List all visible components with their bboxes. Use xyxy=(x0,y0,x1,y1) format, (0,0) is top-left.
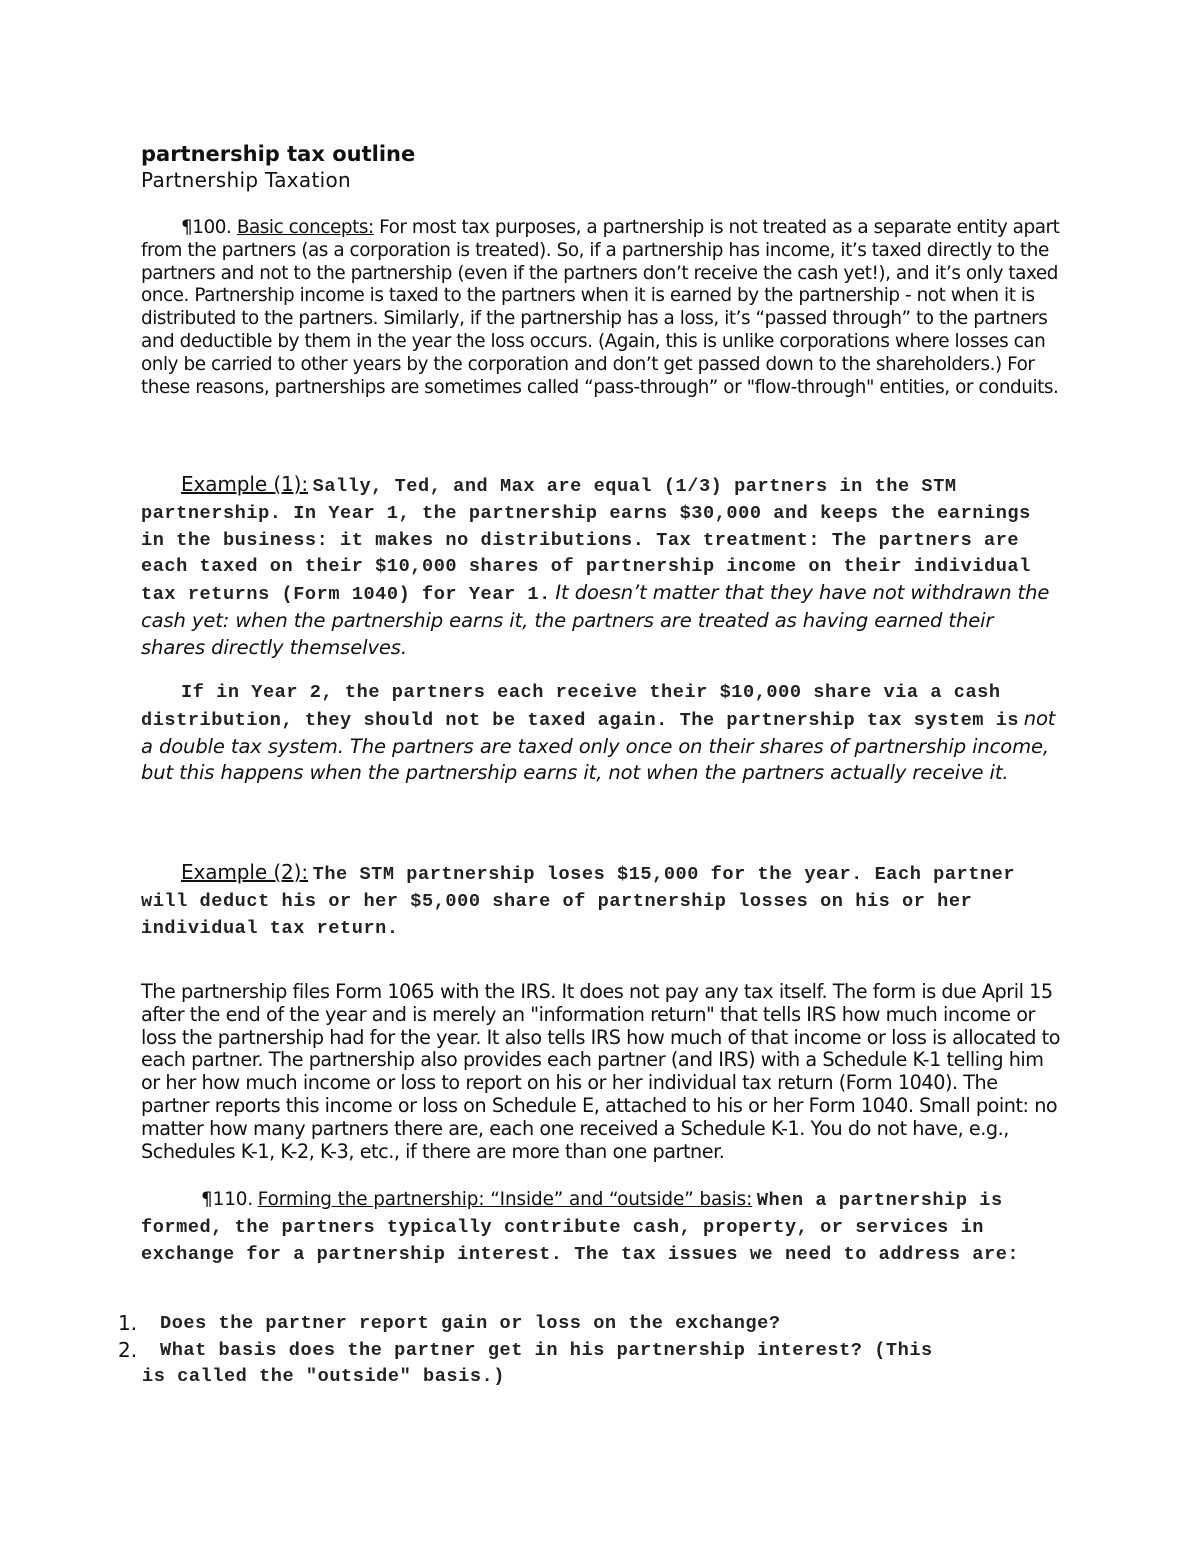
paragraph-100 xyxy=(141,217,1061,399)
example-label: Example (2): xyxy=(181,860,308,884)
list-item xyxy=(118,1311,1058,1337)
paragraph-body: When a partnership is formed, the partners typically contribute cash, property, or services in exchange for a partnership interest. The tax issues we need to address are: xyxy=(141,1190,1020,1265)
document-title: partnership tax outline xyxy=(141,142,416,166)
section-heading: Basic concepts: xyxy=(236,217,374,238)
paragraph-110 xyxy=(141,1187,1061,1267)
example-emphasis: not a double tax system. The partners are taxed only once on their shares of partnership income, but this happens when the partnership earns it, not when the partners actually receive it. xyxy=(141,706,1056,785)
example-text: Sally, Ted, and Max are equal (1/3) partners in the STM partnership. In Year 1, the partnership earns $30,000 and keeps the earnings in the business: it makes no distributions. Tax treatment: The partners are each taxed on their $10,000 shares of partnership income on their individual tax returns (Form 1040) for Year 1. xyxy=(141,476,1031,606)
example-text: The STM partnership loses $15,000 for the year. Each partner will deduct his or her $5,000 share of partnership losses on his or her individual tax return. xyxy=(141,864,1016,939)
list-text: Does the partner report gain or loss on the exchange? xyxy=(160,1313,781,1334)
paragraph-mark: ¶100. xyxy=(181,217,232,238)
example-emphasis: It doesn’t matter that they have not withdrawn the cash yet: when the partnership earns it, the partners are treated as having earned their shares directly themselves. xyxy=(141,581,1050,659)
list-item xyxy=(118,1338,1058,1390)
section-heading: Forming the partnership: “Inside” and “outside” basis: xyxy=(257,1189,753,1210)
paragraph-mark: ¶110. xyxy=(201,1189,254,1210)
example-2 xyxy=(141,860,1061,941)
list-number: 2. xyxy=(118,1338,138,1362)
list-text-continued: is called the "outside" basis.) xyxy=(142,1366,505,1387)
example-1-continued xyxy=(141,679,1061,787)
list-text: What basis does the partner get in his partnership interest? (This xyxy=(160,1340,933,1361)
paragraph-body: For most tax purposes, a partnership is not treated as a separate entity apart from the partners (as a corporation is treated). So, if a partnership has income, it’s taxed directly to the partners and not to the partnership (even if the partners don’t receive the cash yet!), and it’s only taxed once. Partnership income is taxed to the partners when it is earned by the partnership - not when it is distributed to the partners. Similarly, if the partnership has a loss, it’s “passed through” to the partners and deductible by them in the year the loss occurs. (Again, this is unlike corporations where losses can only be carried to other years by the corporation and don’t get passed down to the shareholders.) For these reasons, partnerships are sometimes called “pass-through” or "flow-through" entities, or conduits. xyxy=(141,217,1060,398)
example-text: If in Year 2, the partners each receive their $10,000 share via a cash distribution, they should not be taxed again. The partnership tax system is xyxy=(141,682,1020,731)
form-1065-paragraph: The partnership files Form 1065 with the IRS. It does not pay any tax itself. The form is due April 15 after the end of the year and is merely an "information return" that tells IRS how much income or loss the partnership had for the year. It also tells IRS how much of that income or loss is allocated to each partner. The partnership also provides each partner (and IRS) with a Schedule K-1 telling him or her how much income or loss to report on his or her individual tax return (Form 1040). The partner reports this income or loss on Schedule E, attached to his or her Form 1040. Small point: no matter how many partners there are, each one received a Schedule K-1. You do not have, e.g., Schedules K-1, K-2, K-3, etc., if there are more than one partner. xyxy=(141,980,1061,1163)
list-number: 1. xyxy=(118,1311,138,1335)
document-subtitle: Partnership Taxation xyxy=(141,168,351,192)
example-1 xyxy=(141,472,1061,662)
example-label: Example (1): xyxy=(181,472,308,496)
